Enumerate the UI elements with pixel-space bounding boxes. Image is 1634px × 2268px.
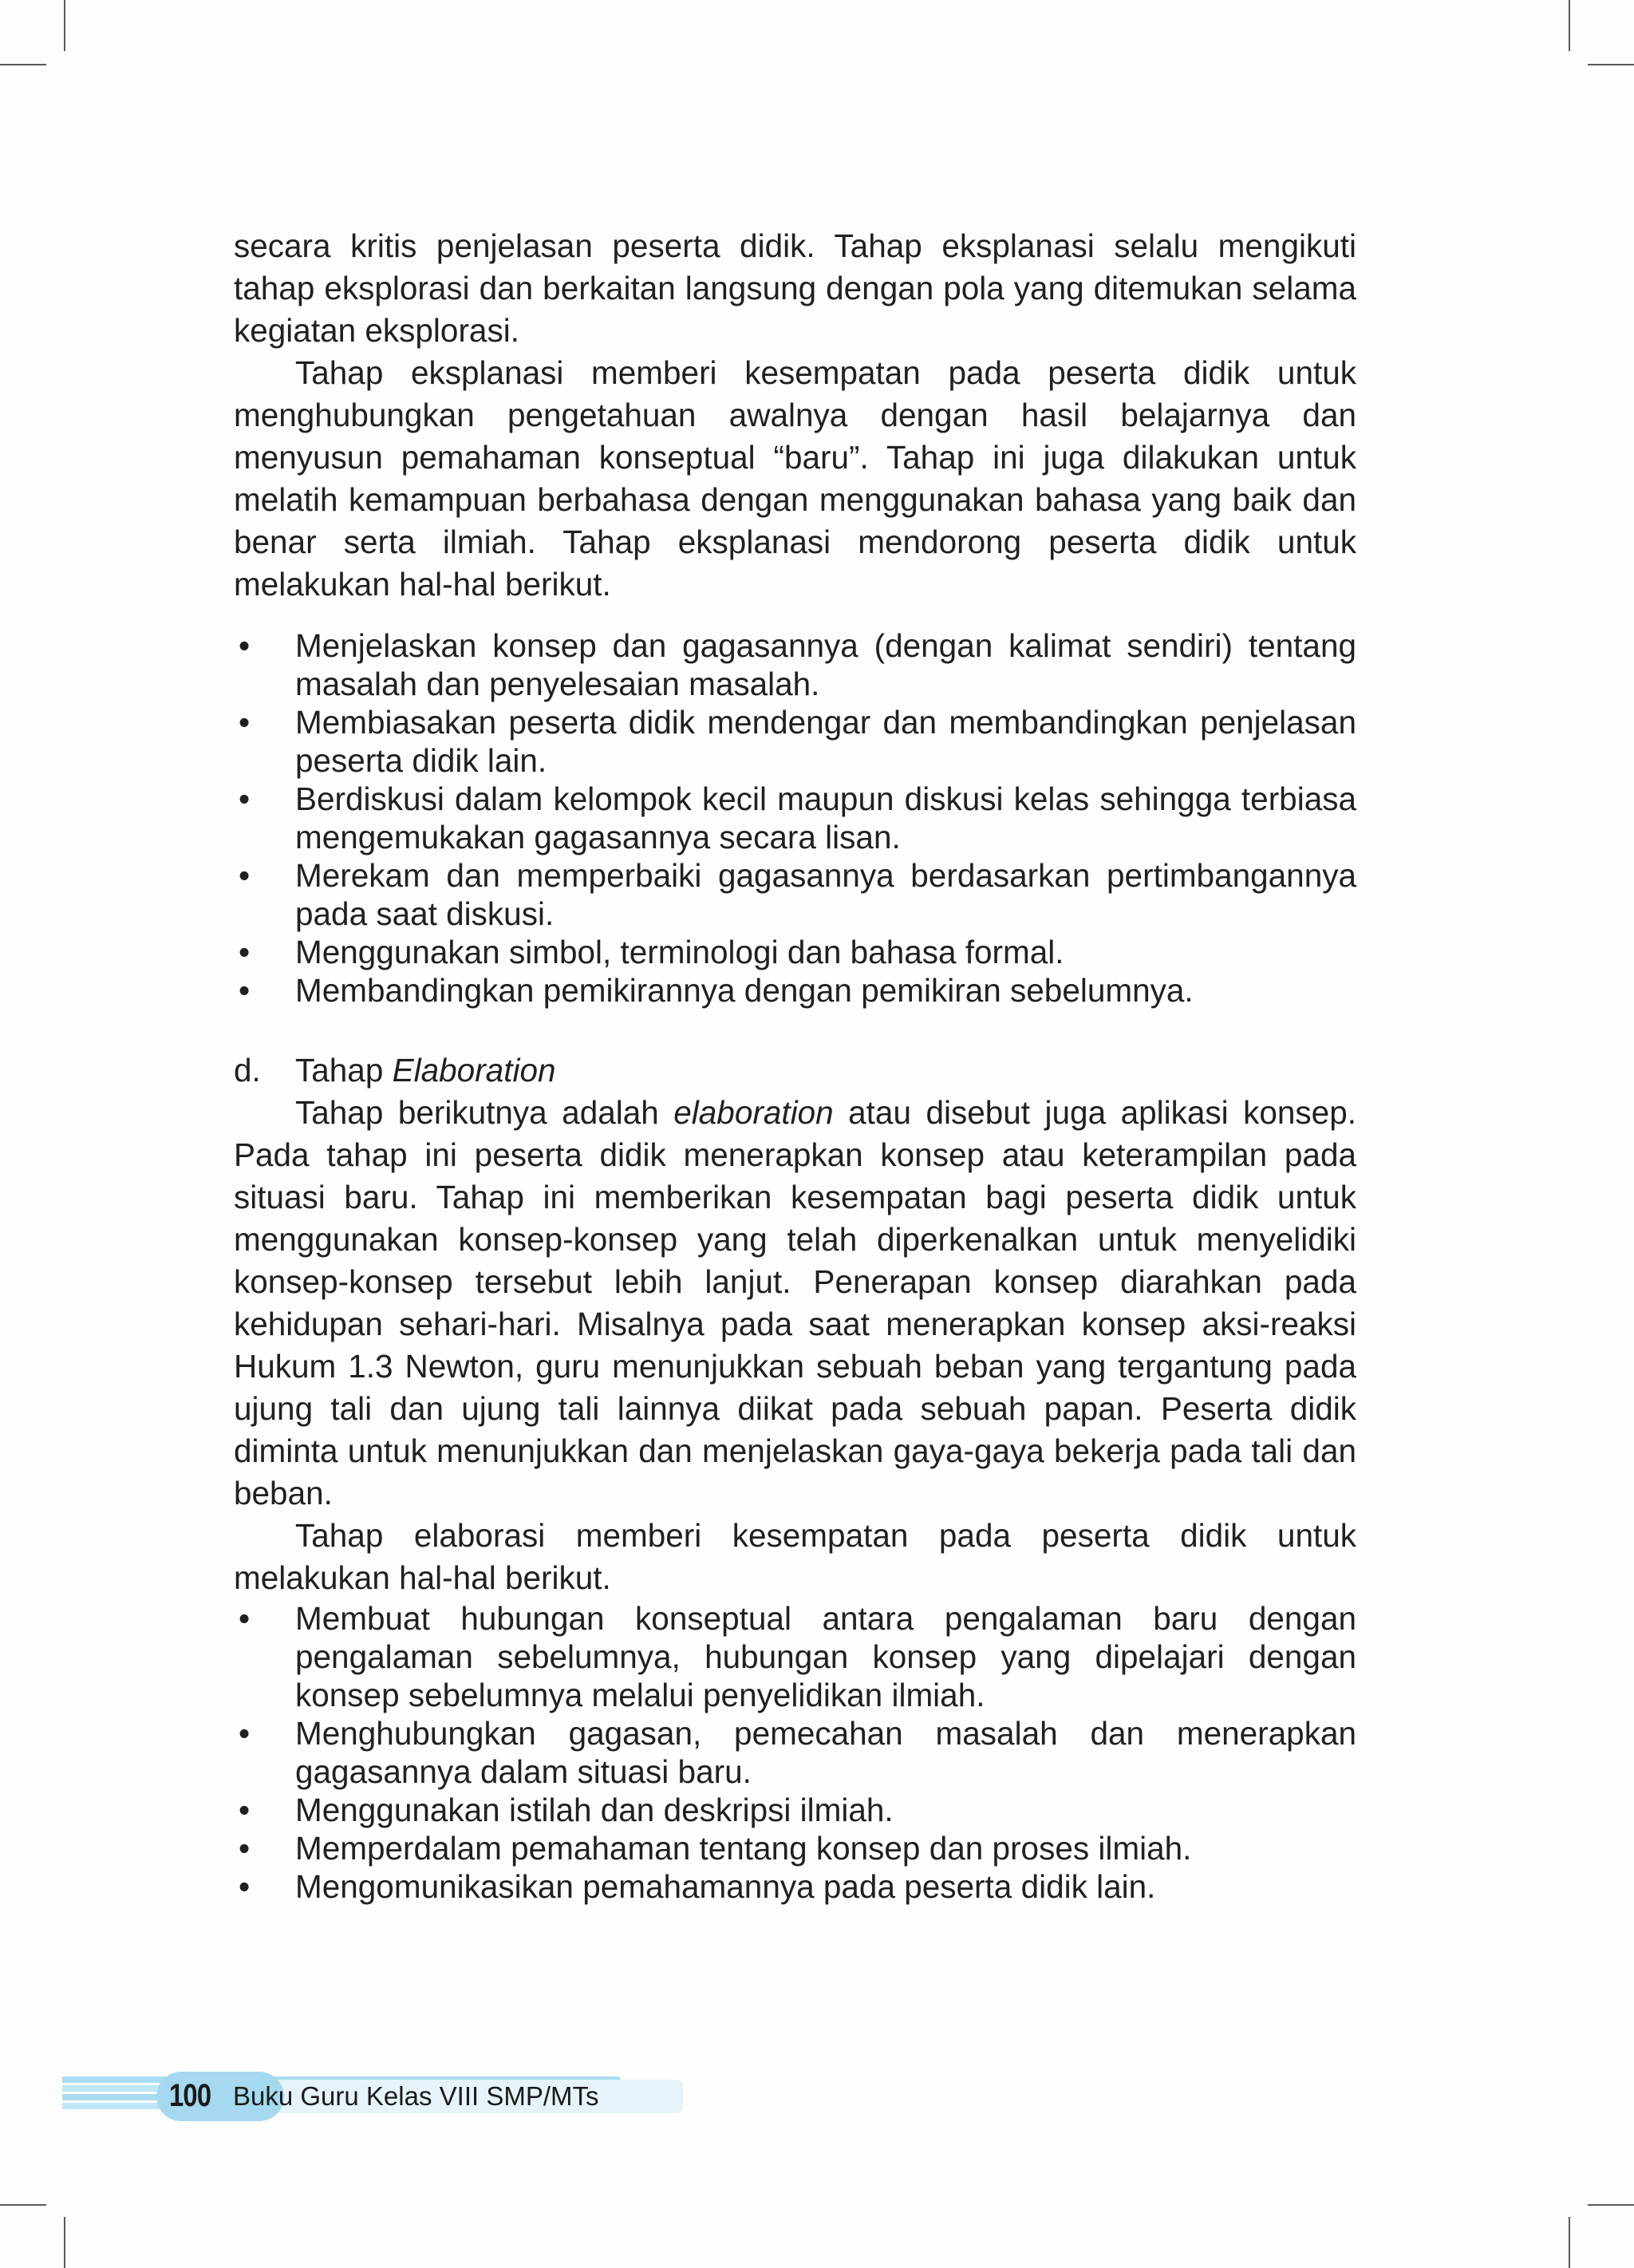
section-heading-elaboration — [234, 1049, 1356, 1092]
list-item-text: Memperdalam pemahaman tentang konsep dan proses ilmiah. — [295, 1830, 1192, 1867]
list-item — [234, 780, 1356, 856]
list-item — [234, 856, 1356, 933]
bullet-icon: • — [239, 1792, 251, 1828]
paragraph-elaboration — [234, 1092, 1356, 1515]
list-item — [234, 626, 1356, 703]
list-item-text: Membuat hubungan konseptual antara pengalaman baru dengan pengalaman sebelumnya, hubungan konsep yang dipelajari dengan konsep sebelumnya melalui penyelidikan ilmiah. — [295, 1600, 1356, 1713]
section-letter: d. — [234, 1052, 261, 1089]
list-item — [234, 1791, 1356, 1829]
paragraph-elaboration-purpose: Tahap elaborasi memberi kesempatan pada peserta didik untuk melakukan hal-hal berikut. — [234, 1517, 1356, 1596]
bullet-icon: • — [239, 1715, 251, 1752]
crop-mark — [1569, 2217, 1570, 2268]
list-item-text: Mengomunikasikan pemahamannya pada peserta didik lain. — [295, 1868, 1156, 1905]
list-item-text: Membiasakan peserta didik mendengar dan membandingkan penjelasan peserta didik lain. — [295, 704, 1356, 779]
list-item — [234, 1599, 1356, 1714]
list-item-text: Merekam dan memperbaiki gagasannya berdasarkan pertimbangannya pada saat diskusi. — [295, 857, 1356, 932]
list-item-text: Menggunakan simbol, terminologi dan bahasa formal. — [295, 934, 1064, 970]
elaboration-text-after: atau disebut juga aplikasi konsep. Pada tahap ini peserta didik menerapkan konsep atau keterampilan pada situasi baru. Tahap ini memberikan kesempatan bagi peserta didik untuk menggunakan konsep-konsep yang telah diperkenalkan untuk menyelidiki konsep-konsep tersebut lebih lanjut. Penerapan konsep diarahkan pada kehidupan sehari-hari. Misalnya pada saat menerapkan konsep aksi-reaksi Hukum 1.3 Newton, guru menunjukkan sebuah beban yang tergantung pada ujung tali dan ujung tali lainnya diikat pada sebuah papan. Peserta didik diminta untuk menunjukkan dan menjelaskan gaya-gaya bekerja pada tali dan beban. — [234, 1094, 1356, 1511]
section-title-italic: Elaboration — [392, 1052, 556, 1089]
list-item-text: Menggunakan istilah dan deskripsi ilmiah. — [295, 1792, 894, 1828]
crop-mark — [1588, 2204, 1634, 2206]
section-title-plain: Tahap — [295, 1052, 393, 1089]
book-title: Buku Guru Kelas VIII SMP/MTs — [233, 2081, 599, 2111]
list-item-text: Membandingkan pemikirannya dengan pemikiran sebelumnya. — [295, 972, 1194, 1009]
page-number: 100 — [169, 2078, 211, 2113]
bullet-icon: • — [239, 972, 251, 1009]
list-item — [234, 971, 1356, 1010]
list-item-text: Menghubungkan gagasan, pemecahan masalah dan menerapkan gagasannya dalam situasi baru. — [295, 1715, 1356, 1790]
bullet-icon: • — [239, 627, 251, 664]
paragraph-explanation-end: secara kritis penjelasan peserta didik. Tahap eksplanasi selalu mengikuti tahap eksplorasi dan berkaitan langsung dengan pola yang ditemukan selama kegiatan eksplorasi. — [234, 227, 1356, 349]
crop-mark — [64, 2217, 65, 2268]
crop-mark — [64, 0, 65, 51]
bullet-icon: • — [239, 857, 251, 894]
page-footer — [62, 2072, 621, 2128]
crop-mark — [1588, 64, 1634, 65]
bullet-icon: • — [239, 780, 251, 817]
crop-mark — [1569, 0, 1570, 51]
bullet-icon: • — [239, 1830, 251, 1867]
list-item-text: Menjelaskan konsep dan gagasannya (dengan kalimat sendiri) tentang masalah dan penyelesaian masalah. — [295, 627, 1356, 702]
list-item — [234, 1867, 1356, 1906]
bullet-icon: • — [239, 704, 251, 741]
explanation-activity-list — [234, 626, 1356, 1010]
paragraph-explanation-purpose: Tahap eksplanasi memberi kesempatan pada peserta didik untuk menghubungkan pengetahuan awalnya dengan hasil belajarnya dan menyusun pemahaman konseptual “baru”. Tahap ini juga dilakukan untuk melatih kemampuan berbahasa dengan menggunakan bahasa yang baik dan benar serta ilmiah. Tahap eksplanasi mendorong peserta didik untuk melakukan hal-hal berikut. — [234, 354, 1356, 603]
list-item — [234, 1829, 1356, 1867]
list-item — [234, 933, 1356, 971]
crop-mark — [0, 2204, 46, 2206]
page-body — [234, 225, 1356, 1906]
bullet-icon: • — [239, 1600, 251, 1637]
list-item — [234, 1714, 1356, 1791]
elaboration-activity-list — [234, 1599, 1356, 1906]
elaboration-text-before: Tahap berikutnya adalah — [295, 1094, 674, 1131]
bullet-icon: • — [239, 1868, 251, 1905]
crop-mark — [0, 64, 46, 65]
bullet-icon: • — [239, 934, 251, 970]
elaboration-term: elaboration — [673, 1094, 834, 1131]
list-item — [234, 703, 1356, 780]
list-item-text: Berdiskusi dalam kelompok kecil maupun diskusi kelas sehingga terbiasa mengemukakan gagasannya secara lisan. — [295, 780, 1356, 855]
